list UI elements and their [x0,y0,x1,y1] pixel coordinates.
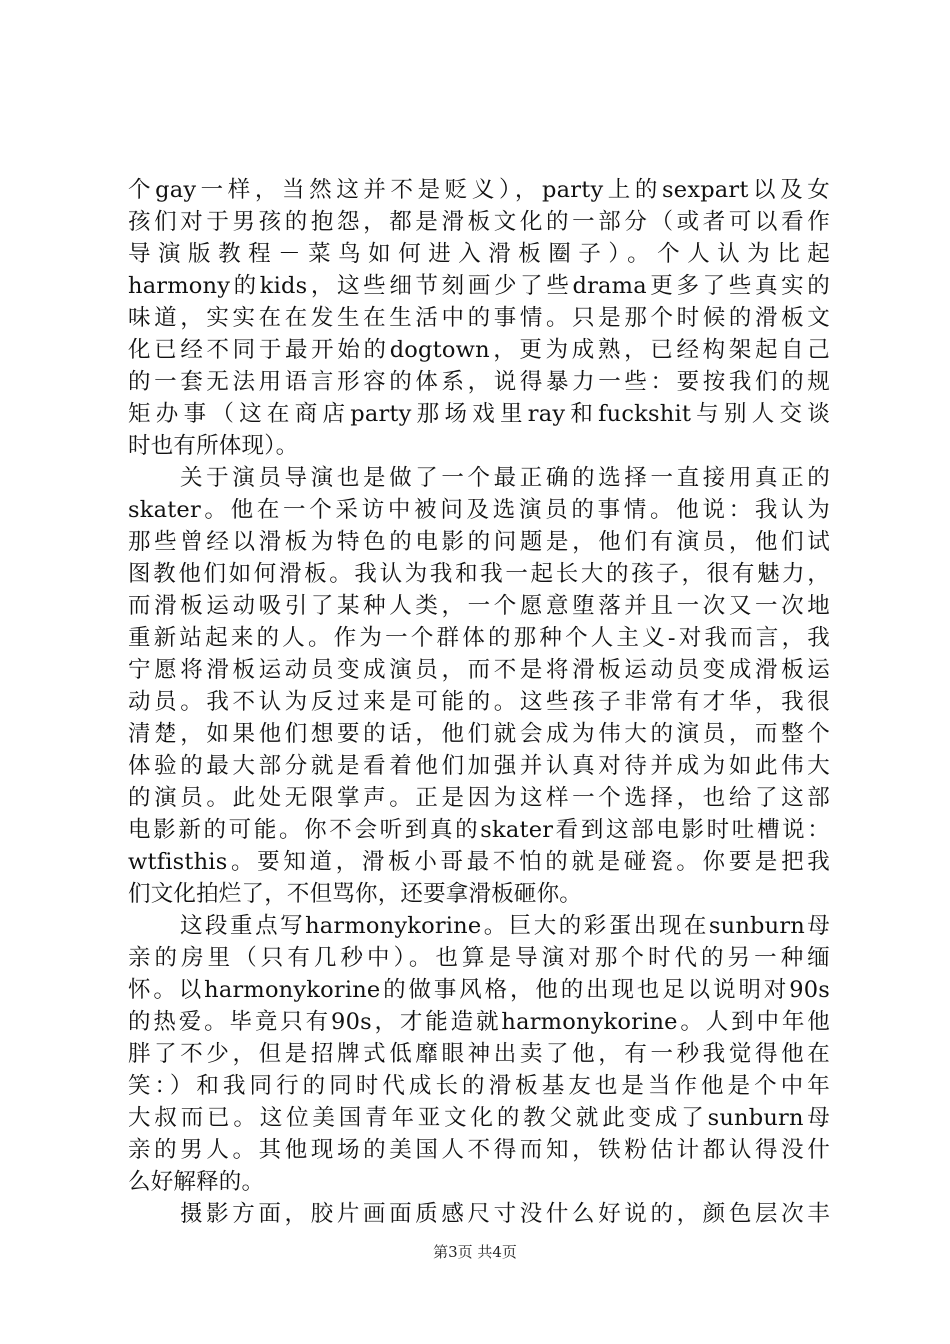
text-line: 体验的最大部分就是看着他们加强并认真对待并成为如此伟大 [128,753,830,779]
text-line: 摄影方面，胶片画面质感尺寸没什么好说的，颜色层次丰 [180,1201,830,1227]
text-line: 味道，实实在在发生在生活中的事情。只是那个时候的滑板文 [128,305,830,331]
text-line: 胖了不少，但是招牌式低靡眼神出卖了他，有一秒我觉得他在 [128,1041,830,1067]
text-line: 宁愿将滑板运动员变成演员，而不是将滑板运动员变成滑板运 [128,657,830,683]
text-line: 重新站起来的人。作为一个群体的那种个人主义-对我而言，我 [128,625,830,651]
text-line: 图教他们如何滑板。我认为我和我一起长大的孩子，很有魅力， [128,561,830,587]
text-line: 动员。我不认为反过来是可能的。这些孩子非常有才华，我很 [128,689,830,715]
text-line: 这段重点写harmonykorine。巨大的彩蛋出现在sunburn母 [180,913,830,939]
text-line: 笑：）和我同行的同时代成长的滑板基友也是当作他是个中年 [128,1073,830,1099]
text-line: 而滑板运动吸引了某种人类，一个愿意堕落并且一次又一次地 [128,593,830,619]
text-line: wtfisthis。要知道，滑板小哥最不怕的就是碰瓷。你要是把我 [128,849,830,875]
text-line: 化已经不同于最开始的dogtown，更为成熟，已经构架起自己 [128,337,830,363]
text-line: 关于演员导演也是做了一个最正确的选择一直接用真正的 [180,465,830,491]
text-line: harmony的kids，这些细节刻画少了些drama更多了些真实的 [128,273,830,299]
text-line: 怀。以harmonykorine的做事风格，他的出现也足以说明对90s [128,977,830,1003]
text-line: 么好解释的。 [128,1169,265,1195]
text-line: 个gay一样，当然这并不是贬义），party上的sexpart以及女 [128,177,830,203]
text-line: 电影新的可能。你不会听到真的skater看到这部电影时吐槽说： [128,817,830,843]
text-line: 们文化拍烂了，不但骂你，还要拿滑板砸你。 [128,881,583,907]
text-line: 亲的男人。其他现场的美国人不得而知，铁粉估计都认得没什 [128,1137,830,1163]
text-line: 亲的房里（只有几秒中）。也算是导演对那个时代的另一种缅 [128,945,830,971]
text-line: 矩办事（这在商店party那场戏里ray和fuckshit与别人交谈 [128,401,830,427]
text-line: 清楚，如果他们想要的话，他们就会成为伟大的演员，而整个 [128,721,830,747]
text-line: 导演版教程－菜鸟如何进入滑板圈子）。个人认为比起 [128,241,830,267]
text-line: 大叔而已。这位美国青年亚文化的教父就此变成了sunburn母 [128,1105,830,1131]
body-text [128,174,830,1230]
text-line: 的演员。此处无限掌声。正是因为这样一个选择，也给了这部 [128,785,830,811]
text-line: 的热爱。毕竟只有90s，才能造就harmonykorine。人到中年他 [128,1009,830,1035]
text-line: 的一套无法用语言形容的体系，说得暴力一些：要按我们的规 [128,369,830,395]
page-number-footer: 第3页 共4页 [433,1243,517,1261]
text-line: 孩们对于男孩的抱怨，都是滑板文化的一部分（或者可以看作 [128,209,830,235]
text-line: 那些曾经以滑板为特色的电影的问题是，他们有演员，他们试 [128,529,830,555]
text-line: 时也有所体现）。 [128,433,299,459]
text-line: skater。他在一个采访中被问及选演员的事情。他说：我认为 [128,497,830,523]
